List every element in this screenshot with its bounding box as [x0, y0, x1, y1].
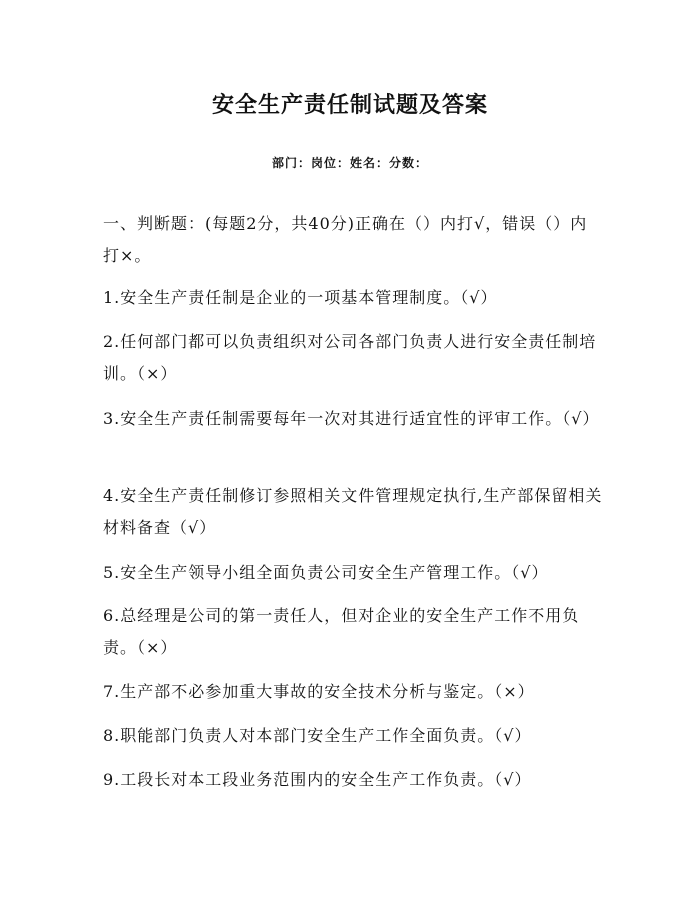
- question-item: 6.总经理是公司的第一责任人，但对企业的安全生产工作不用负责。（×）: [103, 606, 580, 657]
- question-item: 5.安全生产领导小组全面负责公司安全生产管理工作。（√）: [103, 563, 549, 582]
- document-title: 安全生产责任制试题及答案: [211, 92, 488, 118]
- info-line: 部门：岗位：姓名：分数：: [271, 156, 428, 170]
- question-item: 7.生产部不必参加重大事故的安全技术分析与鉴定。（×）: [103, 682, 535, 701]
- section-heading: 一、判断题：(每题2分，共40分)正确在（）内打√，错误（）内打×。: [103, 214, 588, 265]
- question-item: 8.职能部门负责人对本部门安全生产工作全面负责。（√）: [103, 726, 532, 745]
- question-item: 2.任何部门都可以负责组织对公司各部门负责人进行安全责任制培训。（×）: [103, 332, 597, 383]
- question-item: 1.安全生产责任制是企业的一项基本管理制度。（√）: [103, 288, 498, 307]
- question-item: 3.安全生产责任制需要每年一次对其进行适宜性的评审工作。（√）: [103, 409, 600, 428]
- question-item: 9.工段长对本工段业务范围内的安全生产工作负责。（√）: [103, 770, 532, 789]
- question-item: 4.安全生产责任制修订参照相关文件管理规定执行,生产部保留相关材料备查（√）: [103, 486, 603, 537]
